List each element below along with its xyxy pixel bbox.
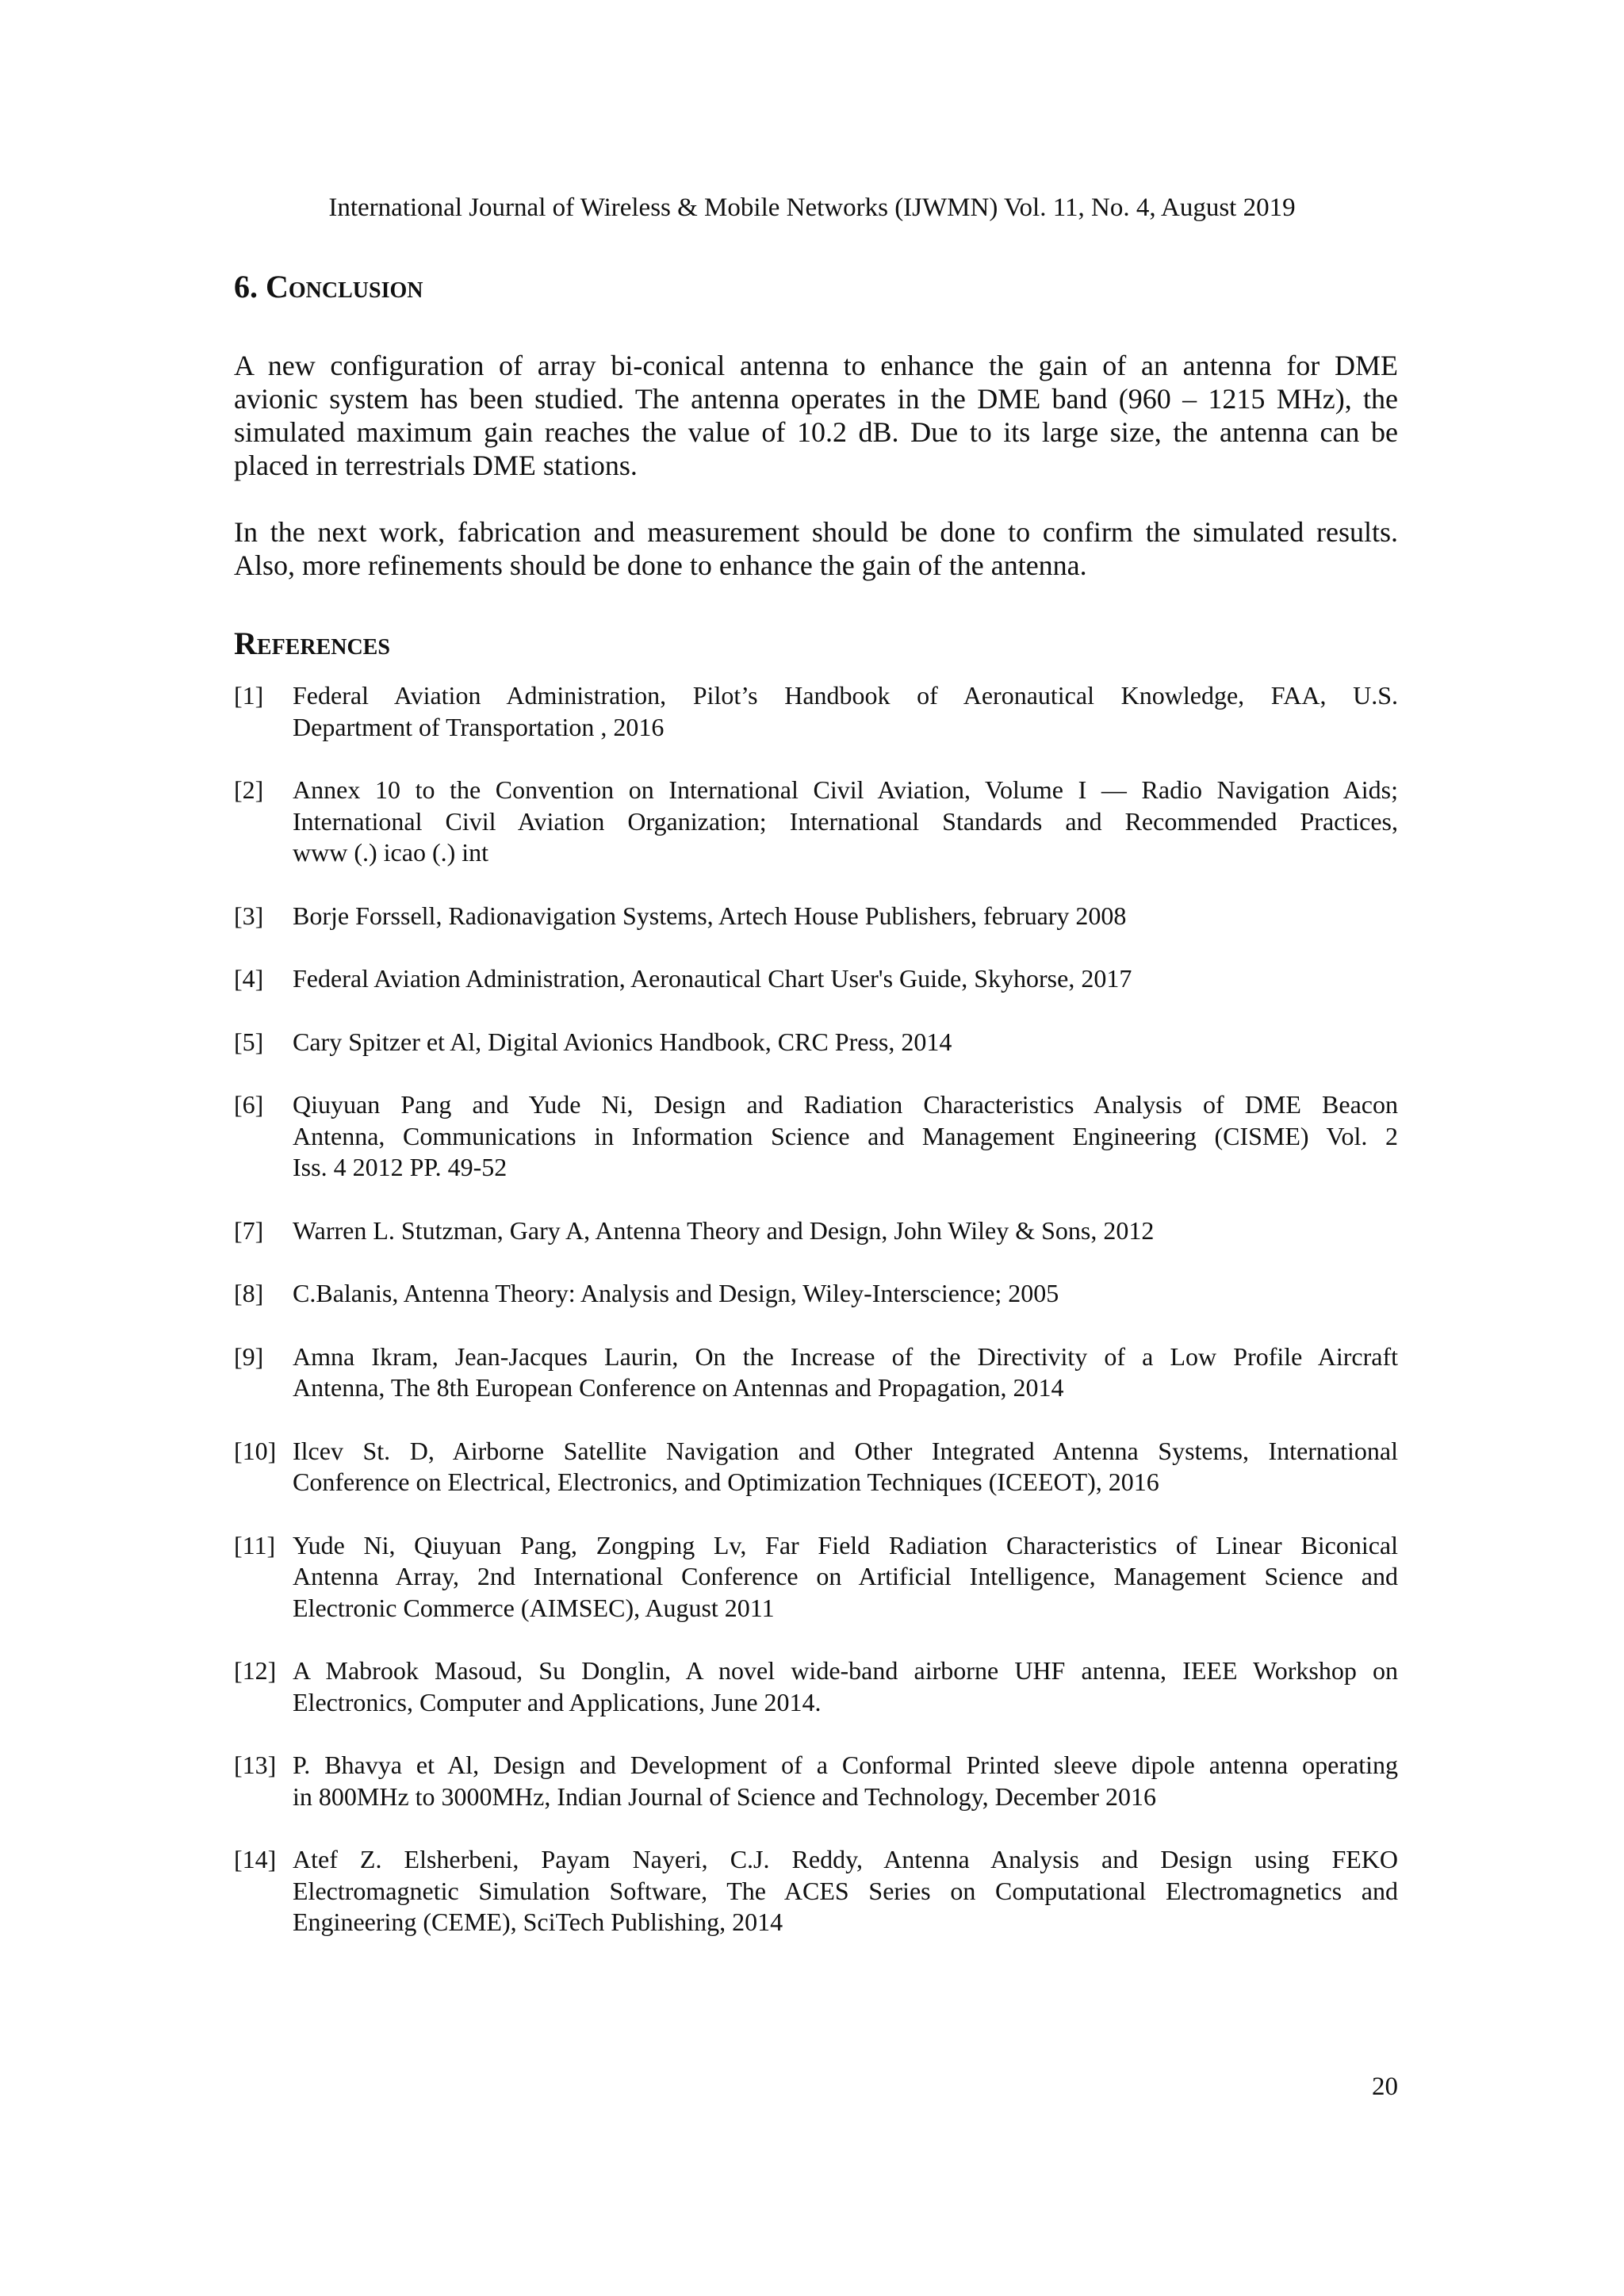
reference-line: www (.) icao (.) int — [293, 838, 489, 867]
reference-text — [293, 1341, 1398, 1404]
reference-number: [13] — [234, 1751, 277, 1779]
reference-line: C.Balanis, Antenna Theory: Analysis and Design, Wiley-Interscience; 2005 — [293, 1279, 1059, 1307]
reference-line: Borje Forssell, Radionavigation Systems, Artech House Publishers, february 2008 — [293, 901, 1127, 930]
text-line: Also, more refinements should be done to enhance the gain of the antenna. — [234, 549, 1087, 581]
reference-text — [293, 1750, 1398, 1812]
text-line: A new configuration of array bi-conical antenna to enhance the gain of an antenna for DME — [234, 350, 1398, 381]
reference-line: Federal Aviation Administration, Aeronautical Chart User's Guide, Skyhorse, 2017 — [293, 964, 1132, 993]
reference-text — [293, 1215, 1398, 1247]
reference-text — [293, 1844, 1398, 1938]
reference-item — [234, 1844, 1398, 1938]
reference-number: [4] — [234, 964, 264, 993]
page-content — [234, 260, 1398, 1970]
reference-item — [234, 680, 1398, 743]
reference-text — [293, 1530, 1398, 1624]
reference-text — [293, 680, 1398, 743]
reference-line: A Mabrook Masoud, Su Donglin, A novel wide-band airborne UHF antenna, IEEE Workshop on — [293, 1656, 1398, 1685]
reference-line: International Civil Aviation Organization; International Standards and Recommended Practices, — [293, 806, 1398, 836]
reference-line: Annex 10 to the Convention on International Civil Aviation, Volume I — Radio Navigation Aids; — [293, 775, 1398, 804]
reference-item — [234, 1278, 1398, 1310]
reference-line: Amna Ikram, Jean-Jacques Laurin, On the Increase of the Directivity of a Low Profile Aircraft — [293, 1341, 1398, 1371]
reference-number: [1] — [234, 681, 264, 710]
reference-item — [234, 1027, 1398, 1058]
reference-number: [9] — [234, 1341, 264, 1371]
reference-line: Yude Ni, Qiuyuan Pang, Zongping Lv, Far Field Radiation Characteristics of Linear Biconical — [293, 1530, 1398, 1559]
reference-number: [8] — [234, 1279, 264, 1307]
reference-item — [234, 963, 1398, 995]
reference-number: [11] — [234, 1530, 276, 1559]
reference-line: Antenna, Communications in Information Science and Management Engineering (CISME) Vol. 2 — [293, 1121, 1398, 1150]
reference-number: [12] — [234, 1656, 277, 1685]
text-line: avionic system has been studied. The antenna operates in the DME band (960 – 1215 MHz), the — [234, 383, 1398, 415]
conclusion-paragraph-1 — [234, 349, 1398, 482]
reference-text — [293, 1089, 1398, 1184]
reference-line: Iss. 4 2012 PP. 49-52 — [293, 1153, 508, 1181]
reference-number: [10] — [234, 1436, 277, 1465]
reference-item — [234, 1215, 1398, 1247]
reference-line: Warren L. Stutzman, Gary A, Antenna Theory and Design, John Wiley & Sons, 2012 — [293, 1215, 1155, 1245]
reference-item — [234, 1750, 1398, 1812]
reference-text — [293, 1436, 1398, 1498]
reference-text — [293, 1655, 1398, 1718]
reference-number: [5] — [234, 1027, 264, 1056]
reference-line: Engineering (CEME), SciTech Publishing, 2014 — [293, 1908, 783, 1936]
conclusion-heading: 6. Conclusion — [234, 269, 423, 304]
page-number: 20 — [1372, 2072, 1398, 2101]
reference-number: [6] — [234, 1090, 264, 1119]
reference-line: Department of Transportation , 2016 — [293, 712, 665, 741]
reference-line: Qiuyuan Pang and Yude Ni, Design and Radiation Characteristics Analysis of DME Beacon — [293, 1090, 1398, 1119]
reference-line: Electromagnetic Simulation Software, The ACES Series on Computational Electromagnetics and — [293, 1876, 1398, 1905]
running-header: International Journal of Wireless & Mobile Networks (IJWMN) Vol. 11, No. 4, August 2019 — [328, 193, 1296, 222]
text-line: In the next work, fabrication and measurement should be done to confirm the simulated results. — [234, 516, 1398, 548]
reference-line: Cary Spitzer et Al, Digital Avionics Handbook, CRC Press, 2014 — [293, 1027, 952, 1056]
reference-line: Electronic Commerce (AIMSEC), August 2011 — [293, 1593, 775, 1622]
reference-text — [293, 901, 1398, 932]
reference-line: Ilcev St. D, Airborne Satellite Navigation and Other Integrated Antenna Systems, International — [293, 1436, 1398, 1465]
reference-item — [234, 1436, 1398, 1498]
reference-item — [234, 1089, 1398, 1184]
reference-item — [234, 1341, 1398, 1404]
reference-item — [234, 1655, 1398, 1718]
text-line: placed in terrestrials DME stations. — [234, 450, 638, 481]
reference-item — [234, 1530, 1398, 1624]
reference-item — [234, 775, 1398, 869]
conclusion-paragraph-2 — [234, 515, 1398, 582]
reference-line: Electronics, Computer and Applications, June 2014. — [293, 1687, 822, 1716]
reference-text — [293, 963, 1398, 995]
reference-number: [3] — [234, 901, 264, 930]
references-heading: References — [234, 626, 390, 661]
reference-line: Atef Z. Elsherbeni, Payam Nayeri, C.J. Reddy, Antenna Analysis and Design using FEKO — [293, 1845, 1398, 1873]
reference-text — [293, 1027, 1398, 1058]
reference-line: P. Bhavya et Al, Design and Development of a Conformal Printed sleeve dipole antenna operating — [293, 1751, 1398, 1779]
reference-number: [7] — [234, 1215, 264, 1245]
reference-line: Antenna Array, 2nd International Conference on Artificial Intelligence, Management Science and — [293, 1562, 1398, 1590]
reference-item — [234, 901, 1398, 932]
reference-number: [2] — [234, 775, 264, 804]
reference-line: Antenna, The 8th European Conference on Antennas and Propagation, 2014 — [293, 1373, 1064, 1402]
reference-text — [293, 775, 1398, 869]
reference-line: Conference on Electrical, Electronics, and Optimization Techniques (ICEEOT), 2016 — [293, 1468, 1159, 1496]
reference-line: in 800MHz to 3000MHz, Indian Journal of Science and Technology, December 2016 — [293, 1781, 1157, 1811]
reference-text — [293, 1278, 1398, 1310]
reference-list — [234, 680, 1398, 1938]
reference-line: Federal Aviation Administration, Pilot’s Handbook of Aeronautical Knowledge, FAA, U.S. — [293, 681, 1398, 710]
reference-number: [14] — [234, 1845, 277, 1873]
text-line: simulated maximum gain reaches the value of 10.2 dB. Due to its large size, the antenna can be — [234, 416, 1398, 448]
